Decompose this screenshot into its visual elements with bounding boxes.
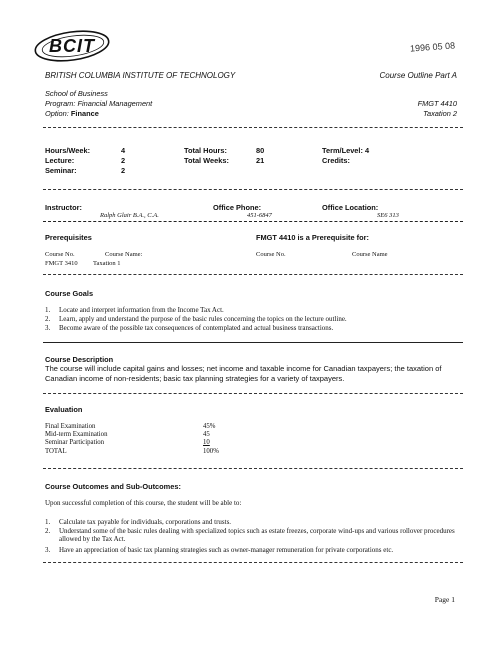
col-course-name: Course Name: [105,251,143,258]
date-stamp: 1996 05 08 [409,40,456,54]
phone-label: Office Phone: [213,203,262,212]
bcit-logo [33,28,111,64]
eval-value: 45% [203,423,216,430]
credits-label: Credits: [322,156,350,165]
outcome-item: 3. Have an appreciation of basic tax planning strategies such as owner-manager remuneration for private corporations etc. [45,546,394,554]
total-hours-label: Total Hours: [184,146,227,155]
school-name: School of Business [45,89,108,98]
option-value: Finance [70,109,99,118]
col-course-name-2: Course Name [352,251,388,258]
page-number: Page 1 [434,595,455,604]
divider [43,393,463,394]
prereq-course-no: FMGT 3410 [45,260,78,267]
logo-text: BCIT [49,36,95,56]
instructor-label: Instructor: [45,203,82,212]
total-weeks-label: Total Weeks: [184,156,229,165]
eval-label: TOTAL [45,448,67,455]
col-course-no: Course No. [45,251,75,258]
option-label: Option: [45,109,69,118]
goal-item: 1. Locate and interpret information from the Income Tax Act. [45,306,224,314]
goals-title: Course Goals [45,289,94,298]
prereq-course-name: Taxation 1 [93,260,121,267]
evaluation-title: Evaluation [45,405,83,414]
outcome-item: 2. Understand some of the basic rules dealing with specialized topics such as estate freezes, corporate wind-ups and various rollover procedures allowed by the Tax Act. [45,527,455,543]
goal-item: 3. Become aware of the possible tax consequences of contemplated and actual business transactions. [45,324,334,332]
divider [43,221,463,222]
course-title: Taxation 2 [423,109,457,118]
course-code: FMGT 4410 [417,99,457,108]
institute-name: BRITISH COLUMBIA INSTITUTE OF TECHNOLOGY [45,71,236,80]
office-location: SE6 313 [377,212,399,219]
divider [43,189,463,190]
total-hours-value: 80 [256,146,265,155]
seminar-value: 2 [121,166,126,175]
divider [43,274,463,275]
eval-value: 45 [203,431,210,438]
hours-week-label: Hours/Week: [45,146,91,155]
outcome-item: 1. Calculate tax payable for individuals, corporations and trusts. [45,518,232,526]
col-course-no-2: Course No. [256,251,286,258]
lecture-value: 2 [121,156,126,165]
term-level: Term/Level: 4 [322,146,370,155]
office-phone: 451-6847 [247,212,272,219]
prereq-title: Prerequisites [45,233,92,242]
instructor-name: Ralph Glair B.A., C.A. [100,212,159,219]
eval-value: 100% [203,448,219,455]
outcomes-title: Course Outcomes and Sub-Outcomes: [45,482,181,491]
prereq-for-title: FMGT 4410 is a Prerequisite for: [256,233,369,242]
doc-type: Course Outline Part A [379,71,457,80]
divider [43,127,463,128]
outcomes-intro: Upon successful completion of this course, the student will be able to: [45,499,242,507]
description-title: Course Description [45,355,114,364]
eval-value: 10 [203,439,210,446]
goal-item: 2. Learn, apply and understand the purpose of the basic rules concerning the topics on the lecture outline. [45,315,347,323]
eval-label: Mid-term Examination [45,431,108,438]
hours-week-value: 4 [121,146,126,155]
seminar-label: Seminar: [45,166,77,175]
location-label: Office Location: [322,203,379,212]
divider [43,562,463,563]
program-name: Program: Financial Management [45,99,153,108]
eval-label: Final Examination [45,423,96,430]
lecture-label: Lecture: [45,156,75,165]
total-weeks-value: 21 [256,156,265,165]
option-line [45,109,99,118]
divider [43,342,463,343]
eval-label: Seminar Participation [45,439,105,446]
divider [43,468,463,469]
description-text: The course will include capital gains and losses; net income and taxable income for Canadian taxpayers; the taxation of Canadian income of non-residents; basic tax planning strategies for a variety of taxpayers. [45,364,442,383]
